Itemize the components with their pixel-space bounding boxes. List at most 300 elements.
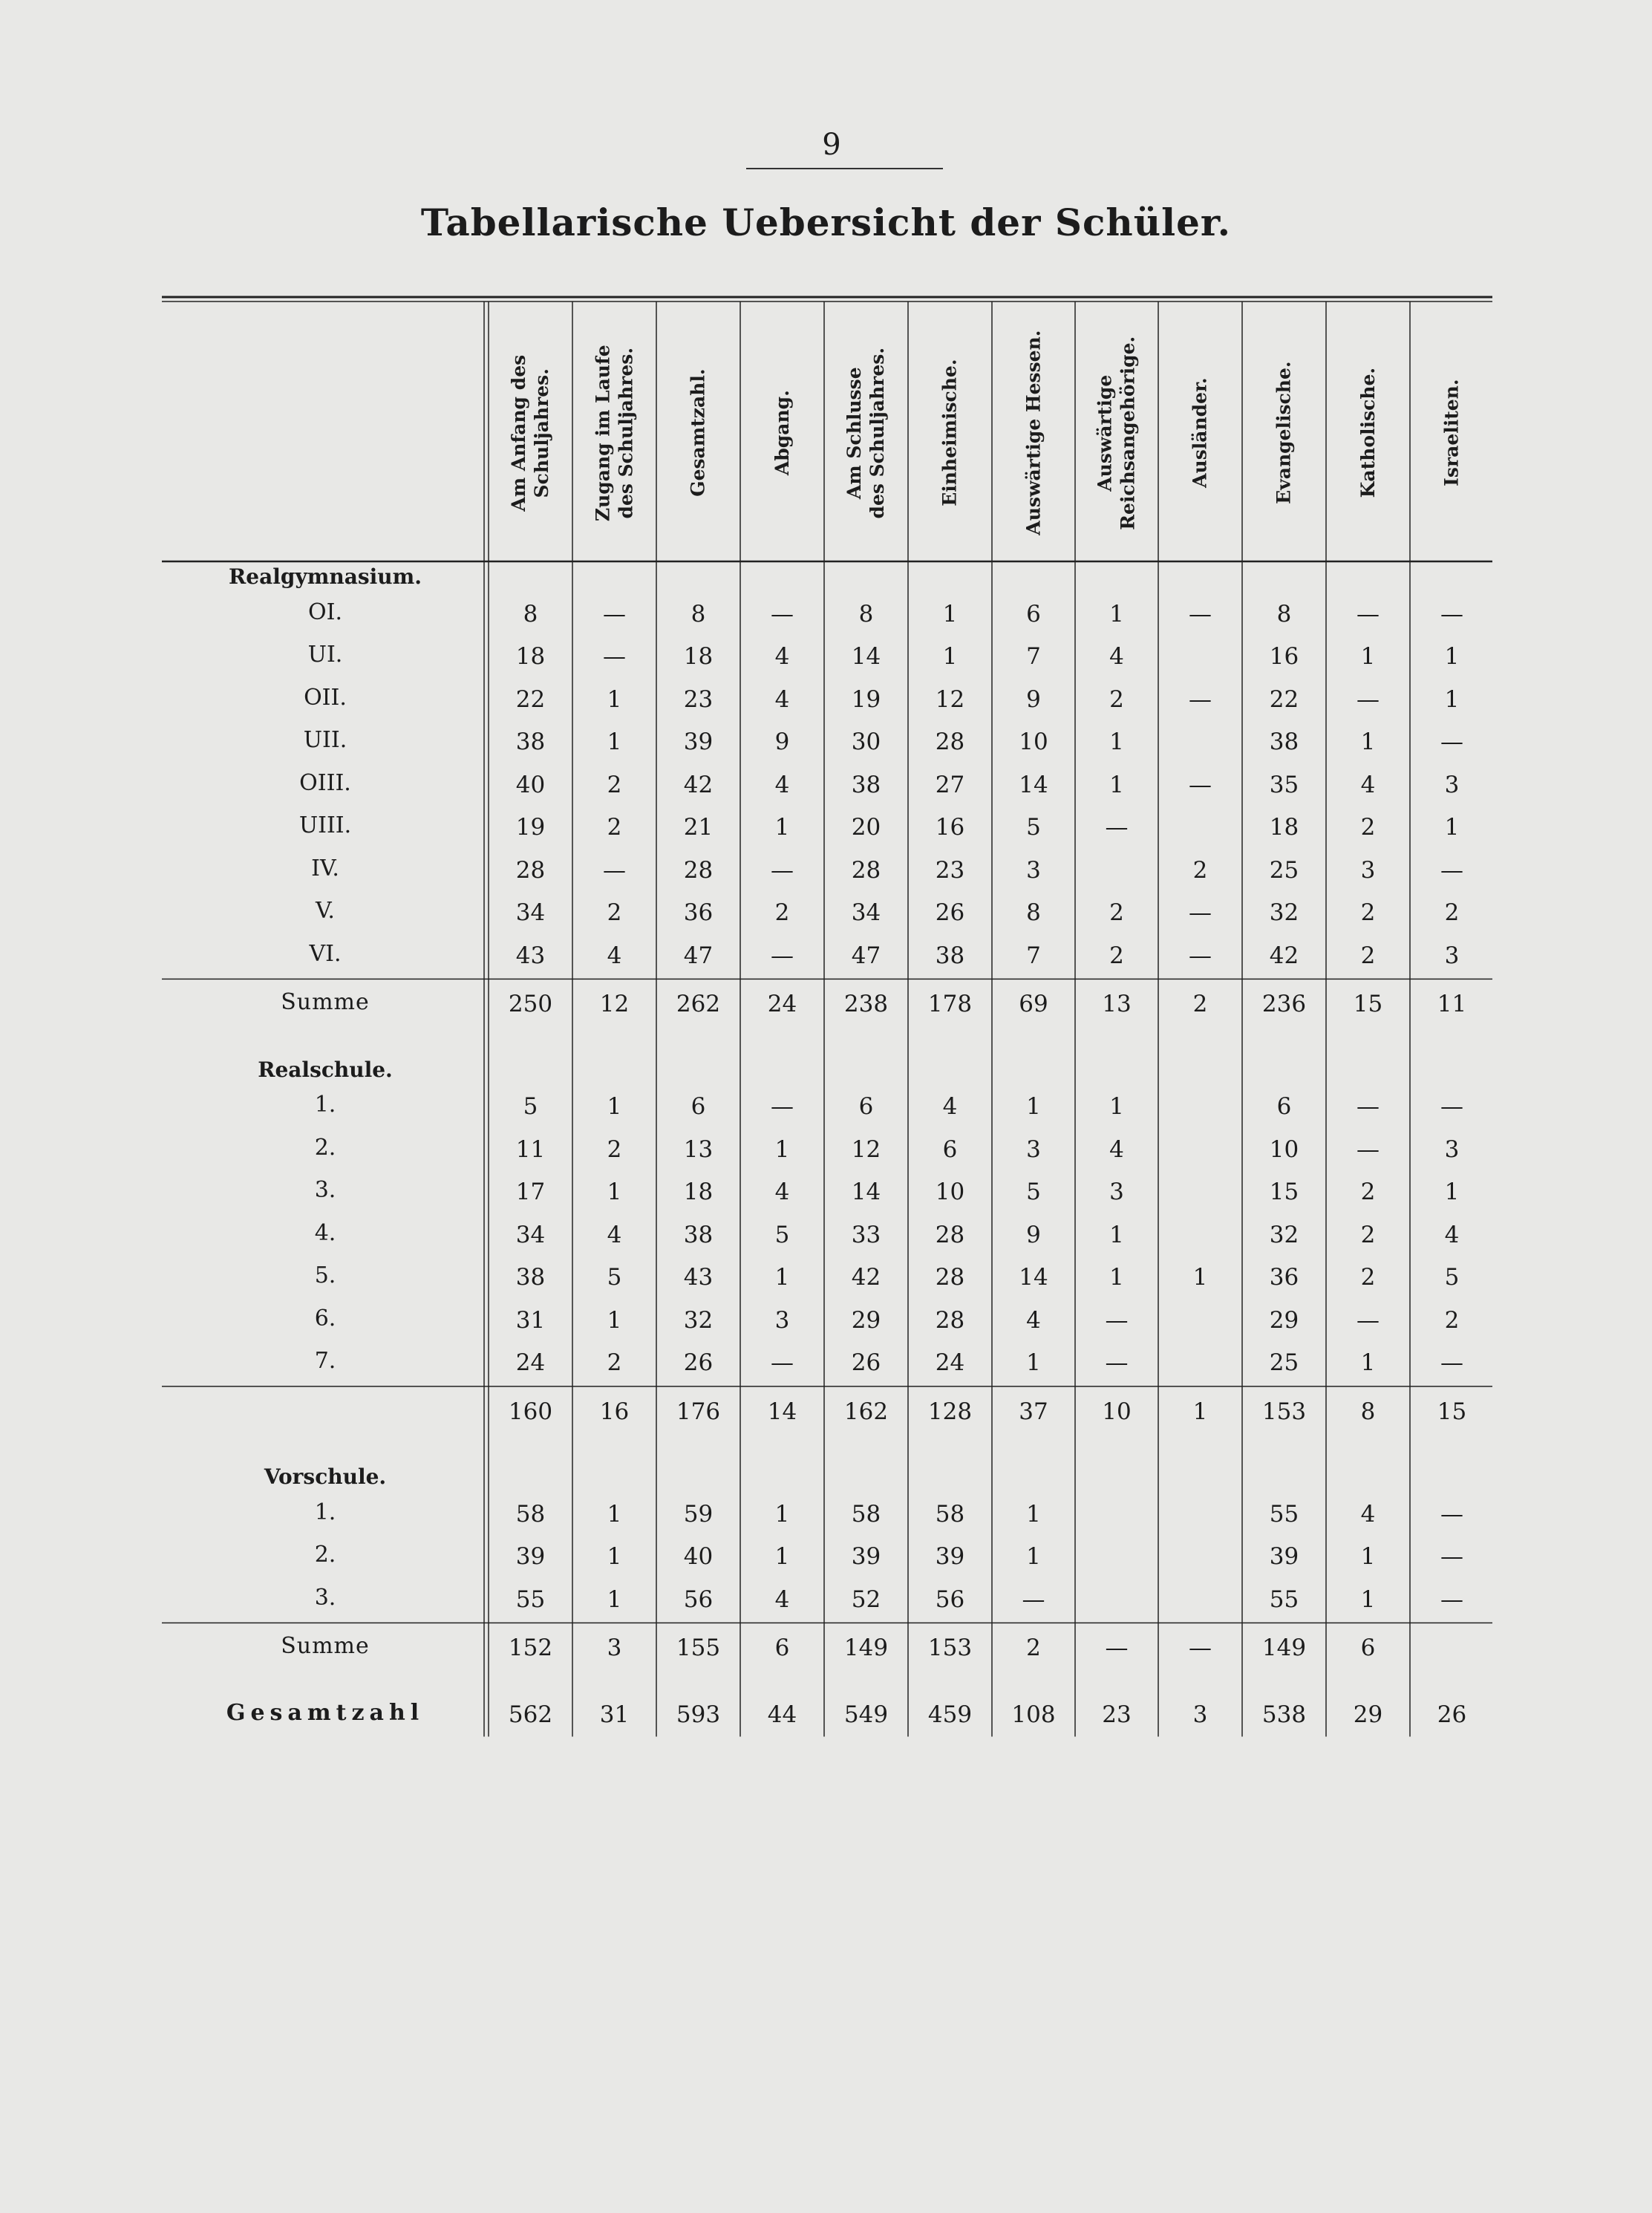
table-row-cell: 40 (683, 1543, 714, 1571)
table-row-cell (1075, 1585, 1158, 1614)
table-row-cell: 8 (523, 600, 538, 628)
column-header (824, 310, 908, 555)
table-row-cell: — (1440, 1349, 1463, 1377)
table-row-cell (1075, 1542, 1158, 1571)
column-header-label: Abgang. (771, 390, 793, 476)
table-row-cell: 8 (1276, 600, 1292, 628)
sum-label: Summe (281, 1633, 370, 1660)
sum-row-cell: 238 (843, 991, 889, 1018)
table-row-cell: 3 (1444, 1135, 1460, 1163)
table-row-cell: 2 (774, 899, 790, 927)
table-row-cell: 1 (1360, 1585, 1376, 1613)
column-header (1158, 310, 1242, 555)
column-header-label: Israeliten. (1440, 379, 1463, 487)
grand-total-row-cell: 459 (927, 1701, 973, 1728)
table-row-cell: 12 (851, 1135, 881, 1163)
table-row-cell: 47 (851, 942, 881, 969)
table-row-cell: — (771, 856, 794, 884)
table-row-cell (1158, 1177, 1242, 1207)
table-row-cell: 2 (1109, 685, 1124, 713)
sum-row-cell: 162 (843, 1398, 889, 1425)
table-row-cell (1158, 812, 1242, 842)
table-row-cell: 2 (1109, 899, 1124, 927)
sum-row-cell: 2 (1026, 1635, 1041, 1662)
column-header (1075, 310, 1158, 555)
table-row-cell: 14 (851, 643, 881, 671)
column-header (908, 310, 992, 555)
table-row-cell: 1 (1360, 1349, 1376, 1377)
table-row-cell: 21 (683, 814, 714, 841)
table-row-cell: 38 (1269, 729, 1299, 756)
table-row-cell: 3 (774, 1306, 790, 1334)
table-row-cell: 19 (515, 814, 546, 841)
table-row-cell (1158, 727, 1242, 757)
sum-row-cell: 236 (1261, 991, 1307, 1018)
table-row-cell (1158, 1499, 1242, 1529)
table-row-cell: 2 (1360, 814, 1376, 841)
table-row-cell: 28 (515, 856, 546, 884)
class-label: 4. (314, 1219, 336, 1246)
table-row-cell: 6 (1276, 1093, 1292, 1121)
table-row-cell: 5 (1026, 1179, 1041, 1206)
table-row-cell: 2 (607, 814, 622, 841)
class-label: 6. (314, 1305, 336, 1332)
table-row-cell: 4 (774, 643, 790, 671)
column-header-label: Evangelische. (1273, 361, 1295, 505)
column-header-label: Zugang im Laufe des Schuljahres. (592, 345, 637, 521)
class-label: 2. (314, 1134, 336, 1161)
column-header (572, 310, 656, 555)
section-heading: Vorschule. (264, 1464, 387, 1489)
table-row-cell: 9 (774, 729, 790, 756)
column-header (489, 310, 572, 555)
sum-row-cell: 152 (508, 1635, 553, 1662)
class-label: 3. (314, 1177, 336, 1204)
table-row-cell: 18 (1269, 814, 1299, 841)
sum-row-cell: 14 (767, 1398, 797, 1425)
table-row-cell: 39 (935, 1543, 965, 1571)
table-row-cell: 42 (851, 1264, 881, 1291)
table-row-cell: 1 (1109, 1264, 1124, 1291)
table-row-cell: 28 (935, 1221, 965, 1248)
table-row-cell: 56 (683, 1585, 714, 1613)
table-row-cell: — (1440, 1500, 1463, 1528)
table-row-cell: 24 (935, 1349, 965, 1377)
table-row-cell: 38 (683, 1221, 714, 1248)
table-row-cell: 4 (774, 1179, 790, 1206)
grand-total-row-cell: 538 (1261, 1701, 1307, 1728)
table-row-cell: 2 (1444, 1306, 1460, 1334)
grand-total-row-cell: 29 (1353, 1701, 1383, 1728)
table-row-cell: 28 (683, 856, 714, 884)
column-header-label: Auswärtige Reichsangehörige. (1094, 336, 1139, 530)
table-row-cell: 1 (774, 1500, 790, 1528)
table-row-cell: 36 (1269, 1264, 1299, 1291)
sum-row-cell: 15 (1437, 1398, 1467, 1425)
sum-row-cell: 149 (843, 1635, 889, 1662)
table-row-cell: 32 (1269, 899, 1299, 927)
column-header (656, 310, 740, 555)
table-row-cell (1158, 1585, 1242, 1614)
table-row-cell: — (603, 643, 626, 671)
table-row-cell: 59 (683, 1500, 714, 1528)
table-row-cell: 28 (935, 1264, 965, 1291)
sum-row-cell: — (1105, 1635, 1129, 1662)
table-row-cell: 1 (1026, 1093, 1041, 1121)
table-row-cell: 9 (1026, 1221, 1041, 1248)
table-row-cell: 39 (515, 1543, 546, 1571)
table-row-cell: 1 (774, 814, 790, 841)
table-row-cell: 4 (1360, 771, 1376, 798)
table-row-cell: 38 (515, 729, 546, 756)
table-row-cell (1158, 1348, 1242, 1378)
table-row-cell: — (603, 600, 626, 628)
column-header-label: Am Anfang des Schuljahres. (508, 354, 553, 512)
table-row-cell: — (771, 1349, 794, 1377)
table-row-cell: — (1105, 814, 1129, 841)
table-row-cell: 2 (607, 1349, 622, 1377)
table-row-cell: 2 (1360, 942, 1376, 969)
sum-row-cell: 24 (767, 991, 797, 1018)
table-row-cell: 5 (1444, 1264, 1460, 1291)
table-row-cell: 1 (1444, 643, 1460, 671)
table-row-cell: 2 (1360, 1221, 1376, 1248)
table-row-cell: 23 (683, 685, 714, 713)
page-number-rule (746, 168, 943, 169)
table-row-cell (1158, 1092, 1242, 1121)
sum-row-cell: 176 (676, 1398, 721, 1425)
table-row-cell: 42 (1269, 942, 1299, 969)
class-label: 3. (314, 1584, 336, 1611)
table-row-cell: 10 (1269, 1135, 1299, 1163)
table-row-cell: 29 (851, 1306, 881, 1334)
table-row-cell: 18 (515, 643, 546, 671)
sum-row-cell: 37 (1019, 1398, 1048, 1425)
table-row-cell: — (1440, 1093, 1463, 1121)
table-row-cell (1075, 855, 1158, 885)
table-row-cell: 1 (1444, 685, 1460, 713)
grand-total-row-cell: 23 (1102, 1701, 1132, 1728)
table-row-cell: 2 (1444, 899, 1460, 927)
table-row-cell: 4 (1444, 1221, 1460, 1248)
table-row-cell: 29 (1269, 1306, 1299, 1334)
sum-row-cell: — (1189, 1635, 1212, 1662)
table-row-cell: 22 (515, 685, 546, 713)
table-row-cell: 17 (515, 1179, 546, 1206)
sum-row-cell: 250 (508, 991, 553, 1018)
table-row-cell: 58 (851, 1500, 881, 1528)
class-label: 2. (314, 1542, 336, 1568)
table-row-cell: 14 (851, 1179, 881, 1206)
table-row-cell: 12 (935, 685, 965, 713)
table-row-cell: 38 (851, 771, 881, 798)
column-header (1326, 310, 1410, 555)
table-row-cell: 1 (607, 1306, 622, 1334)
table-row-cell (1158, 1220, 1242, 1250)
table-row-cell: 3 (1360, 856, 1376, 884)
table-row-cell: 7 (1026, 643, 1041, 671)
column-header-label: Katholische. (1356, 368, 1379, 498)
table-row-cell: 1 (1360, 643, 1376, 671)
table-row-cell: 26 (851, 1349, 881, 1377)
table-row-cell: — (1440, 600, 1463, 628)
table-row-cell: 2 (1360, 1264, 1376, 1291)
table-row-cell: 1 (607, 685, 622, 713)
table-row-cell: — (1440, 856, 1463, 884)
table-row-cell: 18 (683, 1179, 714, 1206)
table-row-cell: 1 (1109, 729, 1124, 756)
sum-row-cell: 16 (599, 1398, 630, 1425)
column-header (992, 310, 1075, 555)
column-header (1410, 310, 1494, 555)
table-row-cell: 47 (683, 942, 714, 969)
sum-row-cell: 10 (1102, 1398, 1132, 1425)
grand-total-label: Gesamtzahl (226, 1699, 425, 1726)
table-row-cell: — (1105, 1349, 1129, 1377)
grand-total-row-cell: 31 (599, 1701, 630, 1728)
table-row-cell: 1 (774, 1543, 790, 1571)
class-label: IV. (311, 855, 339, 881)
table-row-cell: 2 (1109, 942, 1124, 969)
table-row-cell: 3 (1109, 1179, 1124, 1206)
table-row-cell: 3 (1444, 771, 1460, 798)
grand-total-row-cell: 562 (508, 1701, 553, 1728)
table-row-cell: 2 (1360, 899, 1376, 927)
grand-total-row-cell: 26 (1437, 1701, 1467, 1728)
table-row-cell: 32 (683, 1306, 714, 1334)
table-row-cell: 4 (1109, 643, 1124, 671)
table-row-cell: 42 (683, 771, 714, 798)
table-row-cell: — (603, 856, 626, 884)
class-label: 7. (314, 1348, 336, 1375)
table-row-cell: 4 (774, 685, 790, 713)
table-row-cell: 4 (1026, 1306, 1041, 1334)
column-header-label: Einheimische. (938, 359, 961, 507)
table-row-cell: 1 (774, 1135, 790, 1163)
class-label: OII. (304, 684, 347, 711)
table-row-cell: — (1356, 1135, 1380, 1163)
table-row-cell: 11 (515, 1135, 546, 1163)
table-row-cell: 1 (1026, 1543, 1041, 1571)
table-row-cell: 55 (1269, 1500, 1299, 1528)
sum-row-cell: 149 (1261, 1635, 1307, 1662)
table-row-cell: 58 (515, 1500, 546, 1528)
table-row-cell: 10 (935, 1179, 965, 1206)
sum-row-cell: 262 (676, 991, 721, 1018)
table-row-cell: 1 (942, 600, 958, 628)
table-row-cell: 56 (935, 1585, 965, 1613)
table-row-cell: 38 (935, 942, 965, 969)
grand-total-row-cell: 549 (843, 1701, 889, 1728)
table-row-cell: 1 (1026, 1500, 1041, 1528)
table-row-cell: 34 (515, 1221, 546, 1248)
table-row-cell: 4 (607, 1221, 622, 1248)
table-row-cell: 34 (851, 899, 881, 927)
table-row-cell: — (1440, 1543, 1463, 1571)
class-label: UIII. (298, 812, 352, 839)
table-row-cell: 2 (607, 1135, 622, 1163)
table-row-cell (1158, 1542, 1242, 1571)
table-row-cell: 43 (683, 1264, 714, 1291)
table-row-cell: 55 (1269, 1585, 1299, 1613)
table-row-cell: 39 (1269, 1543, 1299, 1571)
table-row-cell: 4 (774, 771, 790, 798)
sum-row-cell: 155 (676, 1635, 721, 1662)
table-row-cell: 1 (607, 1543, 622, 1571)
table-row-cell: — (1356, 1093, 1380, 1121)
table-row-cell: — (1440, 729, 1463, 756)
table-row-cell (1158, 1306, 1242, 1335)
table-row-cell: 1 (942, 643, 958, 671)
table-row-cell: 40 (515, 771, 546, 798)
class-label: V. (316, 898, 335, 925)
table-row-cell: 14 (1019, 771, 1048, 798)
table-row-cell: 32 (1269, 1221, 1299, 1248)
table-row-cell: — (1189, 600, 1212, 628)
table-row-cell: 25 (1269, 1349, 1299, 1377)
section-heading: Realschule. (258, 1057, 393, 1082)
column-header (1242, 310, 1326, 555)
sum-row-cell: 178 (927, 991, 973, 1018)
column-header-label: Auswärtige Hessen. (1022, 330, 1045, 536)
table-row-cell: 5 (607, 1264, 622, 1291)
class-label: OIII. (299, 769, 351, 796)
table-row-cell: 3 (1444, 942, 1460, 969)
table-row-cell: — (1440, 1585, 1463, 1613)
table-row-cell: 8 (1026, 899, 1041, 927)
table-row-cell: 6 (1026, 600, 1041, 628)
class-label: 1. (314, 1092, 336, 1118)
table-row-cell: 10 (1019, 729, 1048, 756)
grand-total-row-cell: 44 (767, 1701, 797, 1728)
sum-row-cell: 153 (1261, 1398, 1307, 1425)
table-row-cell: 1 (1192, 1264, 1208, 1291)
table-row-cell: 26 (935, 899, 965, 927)
table-row-cell: 1 (1444, 1179, 1460, 1206)
table-row-cell: 20 (851, 814, 881, 841)
table-row-cell: 6 (858, 1093, 874, 1121)
table-row-cell: 1 (1360, 729, 1376, 756)
class-label: 5. (314, 1262, 336, 1289)
table-row-cell: 28 (935, 1306, 965, 1334)
table-row-cell: 1 (607, 1179, 622, 1206)
table-row-cell: 30 (851, 729, 881, 756)
table-row-cell: 1 (1109, 1093, 1124, 1121)
table-row-cell: 23 (935, 856, 965, 884)
table-row-cell: 52 (851, 1585, 881, 1613)
sum-row-cell: 6 (774, 1635, 790, 1662)
table-row-cell: 4 (774, 1585, 790, 1613)
table-row-cell: 31 (515, 1306, 546, 1334)
table-row-cell: 7 (1026, 942, 1041, 969)
table-row-cell (1158, 1135, 1242, 1164)
sum-row-cell: 12 (599, 991, 630, 1018)
table-row-cell: 1 (1444, 814, 1460, 841)
table-row-cell: 43 (515, 942, 546, 969)
sum-row-cell: 8 (1360, 1398, 1376, 1425)
column-header-label: Am Schlusse des Schuljahres. (843, 347, 889, 519)
table-row-cell: 22 (1269, 685, 1299, 713)
table-row-cell: 2 (1192, 856, 1208, 884)
sum-row-cell: 11 (1437, 991, 1467, 1018)
table-row-cell: 14 (1019, 1264, 1048, 1291)
sum-label: Summe (281, 989, 370, 1016)
table-row-cell: 26 (683, 1349, 714, 1377)
table-row-cell: 1 (1109, 1221, 1124, 1248)
sum-row-cell: 128 (927, 1398, 973, 1425)
table-row-cell: 28 (935, 729, 965, 756)
table-row-cell: — (1356, 600, 1380, 628)
grand-total-row-cell: 108 (1011, 1701, 1056, 1728)
table-row-cell: 1 (1109, 771, 1124, 798)
sum-row-cell: 1 (1192, 1398, 1208, 1425)
table-row-cell: 16 (935, 814, 965, 841)
grand-total-row-cell: 3 (1192, 1701, 1208, 1728)
table-row-cell: 6 (690, 1093, 706, 1121)
column-header-label: Gesamtzahl. (687, 368, 709, 498)
table-row-cell: 5 (1026, 814, 1041, 841)
table-row-cell: 55 (515, 1585, 546, 1613)
table-row-cell: 2 (607, 899, 622, 927)
sum-row-cell: 13 (1102, 991, 1132, 1018)
table-row-cell: — (771, 600, 794, 628)
class-label: 1. (314, 1499, 336, 1525)
table-row-cell: 16 (1269, 643, 1299, 671)
sum-row-cell: 160 (508, 1398, 553, 1425)
sum-row-cell: 15 (1353, 991, 1383, 1018)
column-header (740, 310, 824, 555)
table-row-cell: 39 (683, 729, 714, 756)
table-row-cell: 25 (1269, 856, 1299, 884)
table-row-cell: 15 (1269, 1179, 1299, 1206)
sum-row-cell: 69 (1019, 991, 1048, 1018)
table-row-cell: — (771, 942, 794, 969)
table-row-cell: 1 (774, 1264, 790, 1291)
student-statistics-table (162, 288, 1492, 1744)
table-row-cell: 3 (1026, 856, 1041, 884)
class-label: VI. (309, 940, 342, 967)
table-row-cell: — (1105, 1306, 1129, 1334)
table-row-cell: 36 (683, 899, 714, 927)
column-header-label: Ausländer. (1189, 377, 1211, 489)
table-row-cell (1075, 1499, 1158, 1529)
table-row-cell: 4 (1109, 1135, 1124, 1163)
table-row-cell: 18 (683, 643, 714, 671)
sum-row-cell: 2 (1192, 991, 1208, 1018)
sum-row-cell: 6 (1360, 1635, 1376, 1662)
table-row-cell: 1 (1360, 1543, 1376, 1571)
table-row-cell: 1 (607, 1585, 622, 1613)
table-row-cell: — (1356, 1306, 1380, 1334)
table-row-cell: 1 (607, 1500, 622, 1528)
sum-row-cell: 153 (927, 1635, 973, 1662)
table-row-cell: 8 (858, 600, 874, 628)
table-row-cell: 1 (607, 729, 622, 756)
table-row-cell: 6 (942, 1135, 958, 1163)
sum-row-cell (1410, 1633, 1494, 1663)
table-row-cell: 3 (1026, 1135, 1041, 1163)
table-row-cell: 4 (1360, 1500, 1376, 1528)
sum-row-cell: 3 (607, 1635, 622, 1662)
section-heading: Realgymnasium. (229, 564, 422, 589)
table-row-cell: 13 (683, 1135, 714, 1163)
table-row-cell: — (1189, 942, 1212, 969)
table-row-cell: 8 (690, 600, 706, 628)
grand-total-row-cell: 593 (676, 1701, 721, 1728)
table-row-cell: — (1189, 899, 1212, 927)
table-row-cell: 4 (942, 1093, 958, 1121)
table-row-cell: — (1022, 1585, 1045, 1613)
